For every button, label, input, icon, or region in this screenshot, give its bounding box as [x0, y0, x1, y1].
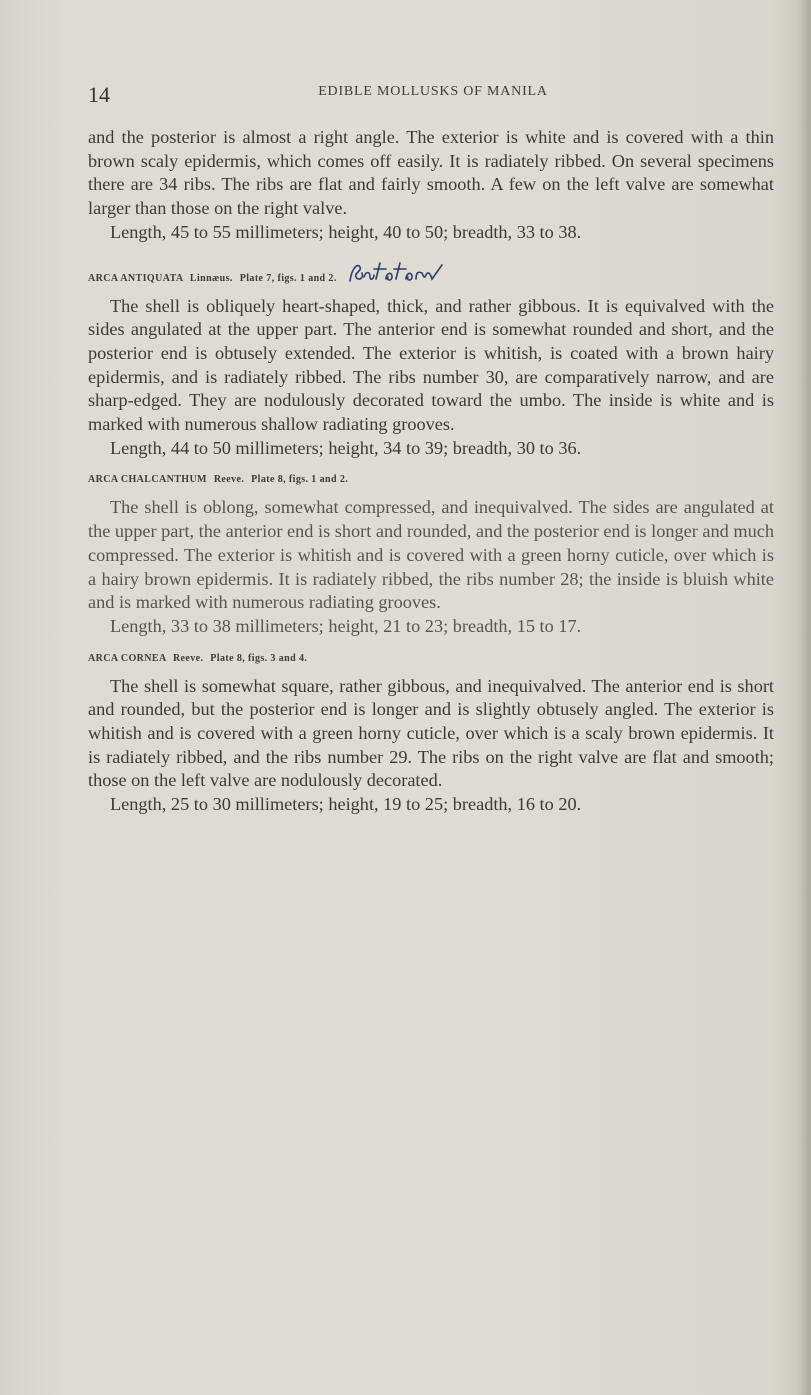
species-author: Linnæus.	[189, 272, 233, 284]
species-plate-reference: Plate 7, figs. 1 and 2.	[239, 272, 337, 284]
species-name: ARCA ANTIQUATA	[88, 272, 183, 284]
species-author: Reeve.	[213, 474, 245, 486]
species-heading	[88, 472, 774, 488]
species-measurements: Length, 44 to 50 millimeters; height, 34 to 39; breadth, 30 to 36.	[110, 437, 582, 458]
handwritten-note	[346, 257, 456, 287]
page-number: 14	[88, 82, 110, 107]
species-heading	[88, 651, 774, 667]
page-edge-shadow	[797, 0, 811, 1395]
paragraph: and the posterior is almost a right angle. The exterior is white and is covered with a thin brown scaly epidermis, which comes off easily. It is radiately ribbed. On several specimens there are 34 ribs. The ribs are flat and fairly smooth. A few on the left valve are somewhat larger than those on the right valve.	[88, 127, 774, 219]
running-head: EDIBLE MOLLUSKS OF MANILA	[318, 84, 548, 99]
page-body	[88, 126, 774, 817]
species-description: The shell is somewhat square, rather gibbous, and inequivalved. The anterior end is short and rounded, but the posterior end is longer and is slightly obtusely angled. The exterior is whitish and is covered with a green horny cuticle, over which is a scaly brown epidermis. It is radiately ribbed, and the ribs number 29. The ribs on the right valve are flat and smooth; those on the left valve are nodulously decorated.	[88, 675, 774, 791]
species-measurements: Length, 33 to 38 millimeters; height, 21 to 23; breadth, 15 to 17.	[110, 615, 582, 636]
species-plate-reference: Plate 8, figs. 3 and 4.	[210, 652, 308, 664]
measurements-paragraph: Length, 45 to 55 millimeters; height, 40 to 50; breadth, 33 to 38.	[110, 221, 582, 242]
species-plate-reference: Plate 8, figs. 1 and 2.	[251, 474, 349, 486]
species-author: Reeve.	[172, 652, 204, 664]
page-header	[88, 80, 778, 110]
species-name: ARCA CHALCANTHUM	[88, 474, 207, 486]
species-description: The shell is obliquely heart-shaped, thick, and rather gibbous. It is equivalved with the sides angulated at the upper part. The anterior end is somewhat rounded and short, and the posterior end is obtusely extended. The exterior is whitish, is coated with a brown hairy epidermis, and is radiately ribbed. The ribs number 30, are comparatively narrow, and are sharp-edged. They are nodulously decorated toward the umbo. The inside is white and is marked with numerous shallow radiating grooves.	[88, 295, 774, 435]
species-description: The shell is oblong, somewhat compressed, and inequivalved. The sides are angulated at the upper part, the anterior end is short and rounded, and the posterior end is longer and much compressed. The exterior is whitish and is covered with a green horny cuticle, over which is a hairy brown epidermis. It is radiately ribbed, the ribs number 28; the inside is bluish white and is marked with numerous radiating grooves.	[88, 497, 774, 613]
species-name: ARCA CORNEA	[88, 652, 167, 664]
species-heading	[88, 257, 774, 287]
species-measurements: Length, 25 to 30 millimeters; height, 19 to 25; breadth, 16 to 20.	[110, 794, 582, 815]
